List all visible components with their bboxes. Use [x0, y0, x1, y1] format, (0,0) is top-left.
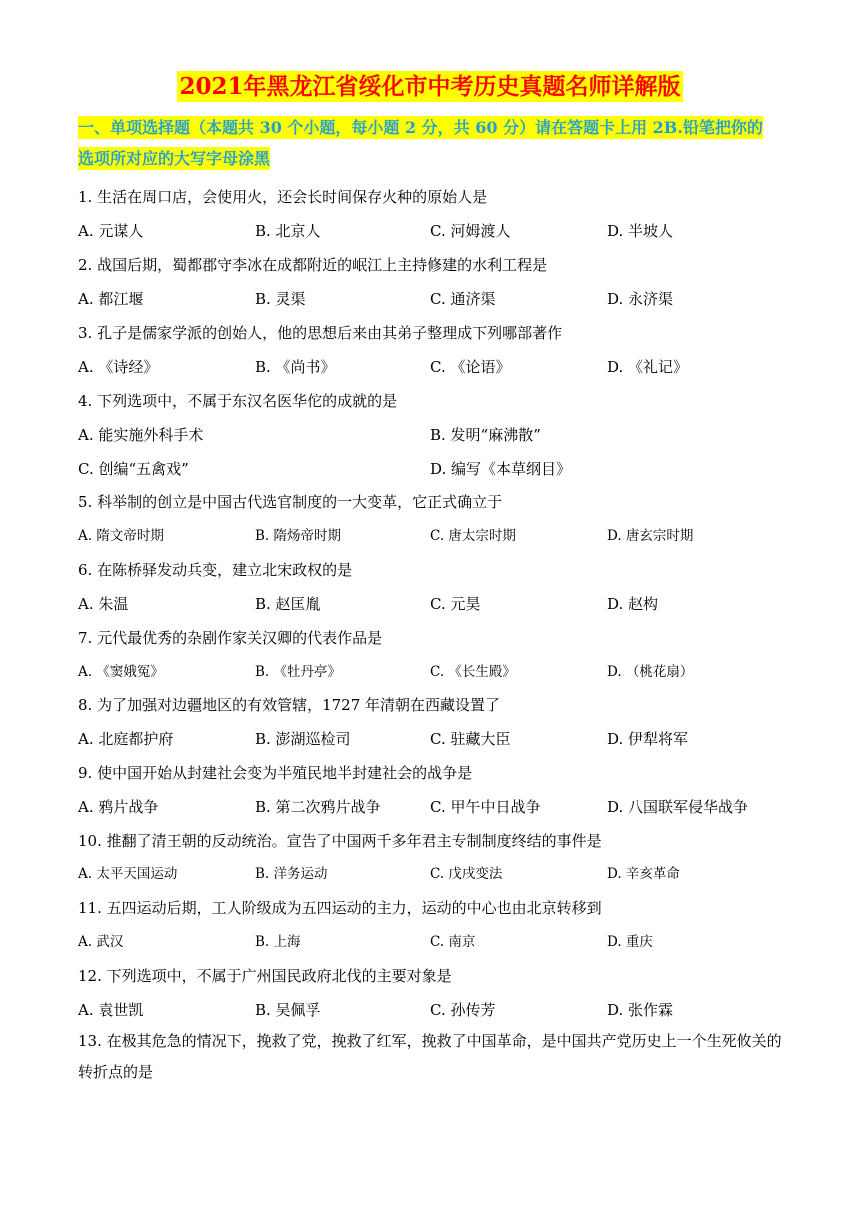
question-option: D. 赵构	[607, 595, 659, 613]
question-option: D. （桃花扇）	[607, 664, 694, 680]
question-option: B. 北京人	[255, 222, 321, 240]
question-option: C. 通济渠	[430, 290, 496, 308]
question-option: B. 灵渠	[255, 290, 306, 308]
section-heading-line1: 一、单项选择题（本题共 30 个小题，每小题 2 分，共 60 分）请在答题卡上用 2B.铅笔把你的	[78, 118, 763, 137]
question-option: B. 发明“麻沸散”	[430, 426, 541, 444]
section-heading	[78, 112, 784, 174]
question-option: A. 北庭都护府	[78, 730, 174, 748]
question-option: A. 《窦娥冤》	[78, 664, 164, 680]
question-stem: 2. 战国后期，蜀都郡守李冰在成都附近的岷江上主持修建的水利工程是	[78, 256, 548, 274]
question-option: A. 隋文帝时期	[78, 528, 164, 544]
question-option: C. 南京	[430, 934, 476, 950]
question-option: A. 袁世凯	[78, 1001, 144, 1019]
question-stem: 4. 下列选项中，不属于东汉名医华佗的成就的是	[78, 392, 398, 410]
question-stem: 1. 生活在周口店，会使用火，还会长时间保存火种的原始人是	[78, 188, 488, 206]
question-stem: 10. 推翻了清王朝的反动统治。宣告了中国两千多年君主专制制度终结的事件是	[78, 832, 602, 850]
question-option: D. 《礼记》	[607, 358, 689, 376]
section-heading-line2: 选项所对应的大写字母涂黑	[78, 149, 271, 168]
question-option: D. 重庆	[607, 934, 653, 950]
question-option: B. 澎湖巡检司	[255, 730, 351, 748]
question-option: C. 河姆渡人	[430, 222, 511, 240]
question-option: B. 第二次鸦片战争	[255, 798, 381, 816]
question-option: D. 八国联军侵华战争	[607, 798, 749, 816]
question-option: D. 伊犁将军	[607, 730, 689, 748]
question-option: C. 甲午中日战争	[430, 798, 541, 816]
question-option: A. 元谋人	[78, 222, 144, 240]
question-option: C. 孙传芳	[430, 1001, 496, 1019]
question-option: D. 半坡人	[607, 222, 674, 240]
question-option: C. 唐太宗时期	[430, 528, 516, 544]
question-option: A. 都江堰	[78, 290, 144, 308]
question-stem: 12. 下列选项中，不属于广州国民政府北伐的主要对象是	[78, 967, 452, 985]
question-stem: 5. 科举制的创立是中国古代选官制度的一大变革，它正式确立于	[78, 493, 503, 511]
question-option: A. 朱温	[78, 595, 129, 613]
question-option: B. 《尚书》	[255, 358, 336, 376]
question-option: C. 《长生殿》	[430, 664, 516, 680]
question-option: D. 辛亥革命	[607, 866, 680, 882]
question-option: A. 太平天国运动	[78, 866, 178, 882]
question-option: B. 赵匡胤	[255, 595, 321, 613]
question-option: B. 隋炀帝时期	[255, 528, 342, 544]
question-option: C. 戊戌变法	[430, 866, 503, 882]
question-option: A. 能实施外科手术	[78, 426, 204, 444]
question-stem: 7. 元代最优秀的杂剧作家关汉卿的代表作品是	[78, 629, 383, 647]
question-option: B. 上海	[255, 934, 301, 950]
question-stem: 9. 使中国开始从封建社会变为半殖民地半封建社会的战争是	[78, 764, 473, 782]
question-option: D. 张作霖	[607, 1001, 674, 1019]
question-option: D. 编写《本草纲目》	[430, 460, 572, 478]
question-option: A. 《诗经》	[78, 358, 159, 376]
question-stem: 3. 孔子是儒家学派的创始人，他的思想后来由其弟子整理成下列哪部著作	[78, 324, 563, 342]
question-option: C. 元昊	[430, 595, 481, 613]
question-option: B. 洋务运动	[255, 866, 328, 882]
question-option: D. 唐玄宗时期	[607, 528, 694, 544]
question-option: A. 鸦片战争	[78, 798, 159, 816]
page-title-text: 2021年黑龙江省绥化市中考历史真题名师详解版	[179, 73, 681, 100]
question-stem: 13. 在极其危急的情况下，挽救了党，挽救了红军，挽救了中国革命，是中国共产党历史上一个生死攸关的转折点的是	[78, 1032, 782, 1081]
question-option: C. 驻藏大臣	[430, 730, 511, 748]
page-title	[0, 70, 860, 104]
question-stem: 11. 五四运动后期，工人阶级成为五四运动的主力，运动的中心也由北京转移到	[78, 899, 602, 917]
question-option: D. 永济渠	[607, 290, 674, 308]
question-option: B. 吴佩孚	[255, 1001, 321, 1019]
question-option: C. 《论语》	[430, 358, 511, 376]
question-option: B. 《牡丹亭》	[255, 664, 342, 680]
question-stem: 8. 为了加强对边疆地区的有效管辖，1727 年清朝在西藏设置了	[78, 696, 501, 714]
question-option: A. 武汉	[78, 934, 124, 950]
question-stem: 6. 在陈桥驿发动兵变，建立北宋政权的是	[78, 561, 353, 579]
question-option: C. 创编“五禽戏”	[78, 460, 189, 478]
